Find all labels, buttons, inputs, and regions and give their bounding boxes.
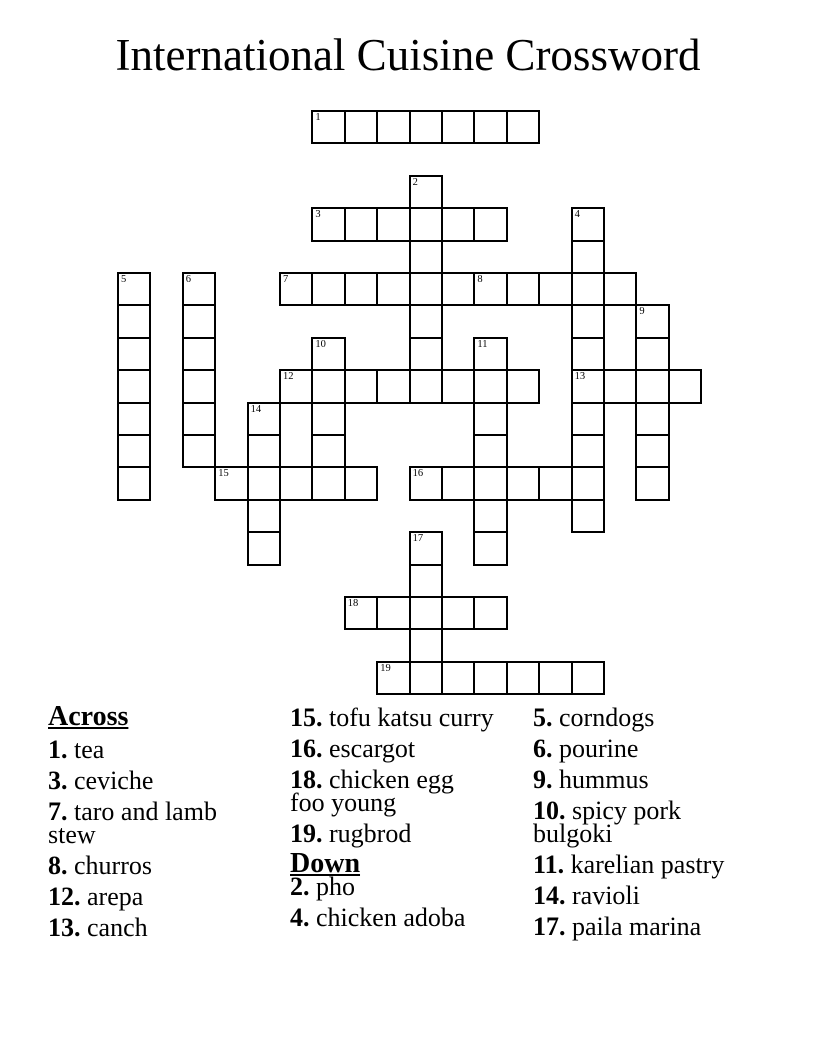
clue-2-down: 2. pho <box>290 872 355 901</box>
grid-cell-r0-c12[interactable] <box>506 110 540 144</box>
clue-number: 19. <box>290 819 323 848</box>
clue-number: 15. <box>290 703 323 732</box>
grid-cell-r8-c16[interactable] <box>635 369 669 403</box>
grid-cell-r11-c0[interactable] <box>117 466 151 500</box>
grid-cell-r17-c8[interactable] <box>376 661 410 695</box>
grid-cell-r12-c4[interactable] <box>247 499 281 533</box>
cell-number-10: 10 <box>315 338 326 350</box>
clue-16-across: 16. escargot <box>290 734 416 763</box>
grid-cell-r8-c12[interactable] <box>506 369 540 403</box>
grid-cell-r8-c7[interactable] <box>344 369 378 403</box>
grid-cell-r6-c16[interactable] <box>635 304 669 338</box>
grid-cell-r5-c15[interactable] <box>603 272 637 306</box>
clue-number: 7. <box>48 797 68 826</box>
cell-number-16: 16 <box>412 468 424 480</box>
clue-9-down: 9. hummus <box>533 765 649 794</box>
cell-number-11: 11 <box>477 338 488 350</box>
grid-cell-r10-c11[interactable] <box>473 434 507 468</box>
clue-12-across: 12. arepa <box>48 882 144 911</box>
grid-cell-r13-c11[interactable] <box>473 531 507 565</box>
grid-cell-r7-c6[interactable] <box>311 337 345 371</box>
grid-cell-r8-c0[interactable] <box>117 369 151 403</box>
cell-number-15: 15 <box>218 468 229 480</box>
grid-cell-r8-c17[interactable] <box>668 369 702 403</box>
clue-number: 5. <box>533 703 553 732</box>
grid-cell-r9-c2[interactable] <box>182 402 216 436</box>
grid-cell-r5-c0[interactable] <box>117 272 151 306</box>
grid-cell-r8-c9[interactable] <box>409 369 443 403</box>
clue-4-down: 4. chicken adoba <box>290 903 466 932</box>
grid-cell-r15-c9[interactable] <box>409 596 443 630</box>
grid-cell-r8-c8[interactable] <box>376 369 410 403</box>
grid-cell-r17-c14[interactable] <box>571 661 605 695</box>
grid-cell-r0-c8[interactable] <box>376 110 410 144</box>
grid-cell-r5-c14[interactable] <box>571 272 605 306</box>
grid-cell-r5-c13[interactable] <box>538 272 572 306</box>
grid-cell-r10-c0[interactable] <box>117 434 151 468</box>
clue-number: 2. <box>290 872 310 901</box>
grid-cell-r3-c7[interactable] <box>344 207 378 241</box>
grid-cell-r11-c9[interactable] <box>409 466 443 500</box>
clue-number: 1. <box>48 735 68 764</box>
grid-cell-r17-c12[interactable] <box>506 661 540 695</box>
clue-3-across: 3. ceviche <box>48 766 154 795</box>
grid-cell-r8-c14[interactable] <box>571 369 605 403</box>
grid-cell-r11-c16[interactable] <box>635 466 669 500</box>
clue-number: 8. <box>48 851 68 880</box>
grid-cell-r3-c10[interactable] <box>441 207 475 241</box>
grid-cell-r0-c7[interactable] <box>344 110 378 144</box>
clue-number: 11. <box>533 850 565 879</box>
grid-cell-r7-c16[interactable] <box>635 337 669 371</box>
grid-cell-r14-c9[interactable] <box>409 564 443 598</box>
grid-cell-r5-c2[interactable] <box>182 272 216 306</box>
grid-cell-r8-c6[interactable] <box>311 369 345 403</box>
clue-number: 12. <box>48 882 81 911</box>
grid-cell-r17-c9[interactable] <box>409 661 443 695</box>
clue-8-across: 8. churros <box>48 851 152 880</box>
grid-cell-r0-c6[interactable] <box>311 110 345 144</box>
grid-cell-r4-c9[interactable] <box>409 240 443 274</box>
grid-cell-r3-c6[interactable] <box>311 207 345 241</box>
grid-cell-r17-c13[interactable] <box>538 661 572 695</box>
grid-cell-r11-c4[interactable] <box>247 466 281 500</box>
grid-cell-r11-c13[interactable] <box>538 466 572 500</box>
grid-cell-r8-c11[interactable] <box>473 369 507 403</box>
grid-cell-r16-c9[interactable] <box>409 628 443 662</box>
grid-cell-r5-c7[interactable] <box>344 272 378 306</box>
clue-18-across: 18. chicken egg foo young <box>290 765 454 817</box>
grid-cell-r7-c14[interactable] <box>571 337 605 371</box>
grid-cell-r8-c5[interactable] <box>279 369 313 403</box>
grid-cell-r12-c14[interactable] <box>571 499 605 533</box>
grid-cell-r0-c10[interactable] <box>441 110 475 144</box>
grid-cell-r11-c14[interactable] <box>571 466 605 500</box>
grid-cell-r4-c14[interactable] <box>571 240 605 274</box>
grid-cell-r7-c2[interactable] <box>182 337 216 371</box>
grid-cell-r15-c8[interactable] <box>376 596 410 630</box>
cell-number-3: 3 <box>315 209 321 221</box>
grid-cell-r10-c16[interactable] <box>635 434 669 468</box>
grid-cell-r9-c4[interactable] <box>247 402 281 436</box>
clue-19-across: 19. rugbrod <box>290 819 412 848</box>
grid-cell-r11-c7[interactable] <box>344 466 378 500</box>
clue-17-down: 17. paila marina <box>533 912 702 941</box>
clue-number: 6. <box>533 734 553 763</box>
puzzle-title: International Cuisine Crossword <box>115 30 701 80</box>
grid-cell-r0-c9[interactable] <box>409 110 443 144</box>
clue-number: 18. <box>290 765 323 794</box>
clue-10-down: 10. spicy pork bulgoki <box>533 796 682 848</box>
clue-11-down: 11. karelian pastry <box>533 850 725 879</box>
grid-cell-r5-c10[interactable] <box>441 272 475 306</box>
across-heading: Across <box>48 701 129 732</box>
grid-cell-r15-c10[interactable] <box>441 596 475 630</box>
grid-cell-r10-c14[interactable] <box>571 434 605 468</box>
grid-cell-r13-c9[interactable] <box>409 531 443 565</box>
grid-cell-r3-c9[interactable] <box>409 207 443 241</box>
grid-cell-r7-c0[interactable] <box>117 337 151 371</box>
grid-cell-r5-c9[interactable] <box>409 272 443 306</box>
clue-column-2 <box>290 703 532 937</box>
clue-column-1 <box>48 701 290 947</box>
grid-cell-r8-c15[interactable] <box>603 369 637 403</box>
grid-cell-r5-c11[interactable] <box>473 272 507 306</box>
cell-number-12: 12 <box>283 371 294 383</box>
cell-number-14: 14 <box>250 403 262 415</box>
grid-cell-r5-c6[interactable] <box>311 272 345 306</box>
grid-cell-r15-c11[interactable] <box>473 596 507 630</box>
grid-cell-r7-c9[interactable] <box>409 337 443 371</box>
cell-number-1: 1 <box>315 112 321 123</box>
grid-cell-r17-c10[interactable] <box>441 661 475 695</box>
grid-cell-r9-c16[interactable] <box>635 402 669 436</box>
grid-cell-r12-c11[interactable] <box>473 499 507 533</box>
grid-cell-r13-c4[interactable] <box>247 531 281 565</box>
grid-cell-r8-c2[interactable] <box>182 369 216 403</box>
grid-cell-r2-c9[interactable] <box>409 175 443 209</box>
clue-7-across: 7. taro and lamb stew <box>48 797 217 849</box>
clue-number: 9. <box>533 765 553 794</box>
clue-5-down: 5. corndogs <box>533 703 655 732</box>
grid-cell-r3-c11[interactable] <box>473 207 507 241</box>
clue-number: 4. <box>290 903 310 932</box>
grid-cell-r10-c6[interactable] <box>311 434 345 468</box>
grid-cell-r11-c11[interactable] <box>473 466 507 500</box>
grid-cell-r9-c0[interactable] <box>117 402 151 436</box>
grid-cell-r10-c4[interactable] <box>247 434 281 468</box>
cell-number-8: 8 <box>477 274 483 285</box>
clue-number: 10. <box>533 796 566 825</box>
clue-number: 17. <box>533 912 566 941</box>
grid-cell-r11-c12[interactable] <box>506 466 540 500</box>
clue-13-across: 13. canch <box>48 913 148 942</box>
clue-number: 3. <box>48 766 68 795</box>
grid-cell-r9-c11[interactable] <box>473 402 507 436</box>
grid-cell-r6-c2[interactable] <box>182 304 216 338</box>
clue-number: 13. <box>48 913 81 942</box>
cell-number-19: 19 <box>380 662 391 674</box>
clue-6-down: 6. pourine <box>533 734 639 763</box>
cell-number-13: 13 <box>574 371 586 383</box>
grid-cell-r11-c3[interactable] <box>214 466 248 500</box>
grid-cell-r6-c14[interactable] <box>571 304 605 338</box>
grid-cell-r8-c10[interactable] <box>441 369 475 403</box>
grid-cell-r15-c7[interactable] <box>344 596 378 630</box>
clue-15-across: 15. tofu katsu curry <box>290 703 494 732</box>
grid-cell-r6-c0[interactable] <box>117 304 151 338</box>
cell-number-6: 6 <box>185 274 192 285</box>
grid-cell-r3-c14[interactable] <box>571 207 605 241</box>
clue-number: 14. <box>533 881 566 910</box>
grid-cell-r6-c9[interactable] <box>409 304 443 338</box>
grid-cell-r10-c2[interactable] <box>182 434 216 468</box>
cell-number-17: 17 <box>412 533 424 545</box>
grid-cell-r11-c5[interactable] <box>279 466 313 500</box>
grid-cell-r5-c5[interactable] <box>279 272 313 306</box>
grid-cell-r11-c10[interactable] <box>441 466 475 500</box>
grid-cell-r7-c11[interactable] <box>473 337 507 371</box>
cell-number-5: 5 <box>121 274 127 285</box>
cell-number-18: 18 <box>347 598 359 609</box>
grid-cell-r17-c11[interactable] <box>473 661 507 695</box>
cell-number-2: 2 <box>412 176 418 188</box>
grid-cell-r0-c11[interactable] <box>473 110 507 144</box>
clue-1-across: 1. tea <box>48 735 105 764</box>
clue-column-3 <box>533 703 775 946</box>
cell-number-4: 4 <box>574 209 580 221</box>
clue-number: 16. <box>290 734 323 763</box>
grid-cell-r5-c8[interactable] <box>376 272 410 306</box>
grid-cell-r3-c8[interactable] <box>376 207 410 241</box>
cell-number-9: 9 <box>639 306 645 318</box>
grid-cell-r9-c6[interactable] <box>311 402 345 436</box>
down-heading: Down <box>290 848 361 879</box>
clue-14-down: 14. ravioli <box>533 881 640 910</box>
cell-number-7: 7 <box>283 274 289 285</box>
grid-cell-r11-c6[interactable] <box>311 466 345 500</box>
grid-cell-r9-c14[interactable] <box>571 402 605 436</box>
grid-cell-r5-c12[interactable] <box>506 272 540 306</box>
